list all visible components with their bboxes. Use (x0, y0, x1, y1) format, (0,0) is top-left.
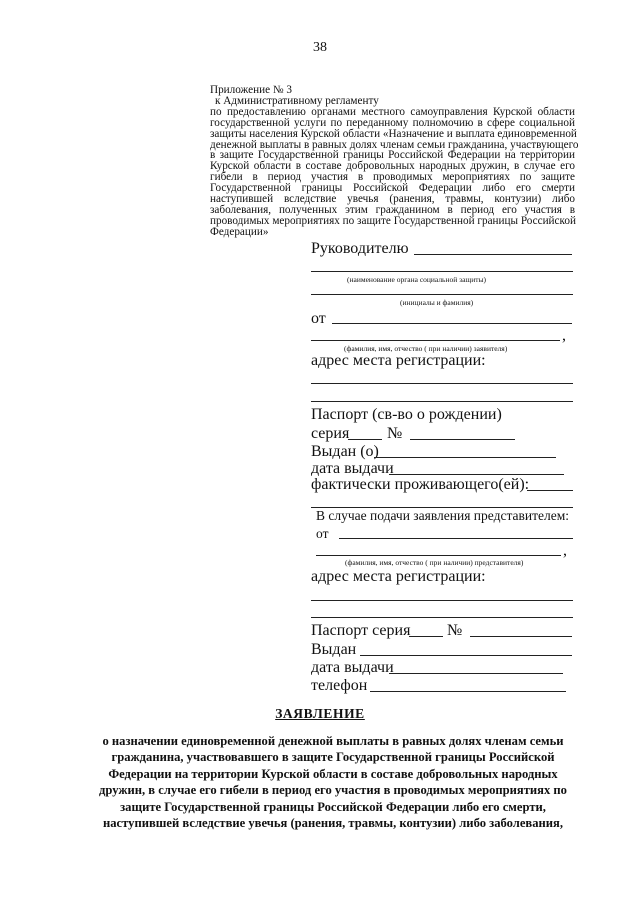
rep-number-fill-line[interactable] (470, 636, 572, 637)
number-fill-line[interactable] (410, 439, 515, 440)
appendix-line: наступившей вследствие увечья (ранения, травмы, контузии) либо (210, 193, 575, 206)
issue-date-fill-line[interactable] (389, 474, 564, 475)
page-number: 38 (313, 40, 327, 55)
org-caption: (наименование органа социальной защиты) (347, 275, 487, 284)
phone-fill-line[interactable] (370, 691, 566, 692)
head-label: Руководителю (311, 240, 409, 257)
org-fill-line[interactable] (311, 271, 573, 272)
issued-label: Выдан (о) (311, 443, 379, 460)
rep-comma: , (563, 542, 567, 559)
appendix-line: Приложение № 3 (210, 84, 292, 96)
statement-title: ЗАЯВЛЕНИЕ (275, 706, 365, 721)
appendix-line: денежной выплаты в равных долях членам семьи гражданина, участвующего (210, 138, 579, 151)
rep-address-fill-line-2[interactable] (311, 617, 573, 618)
appendix-line: заболевания, полученных этим гражданином в период его участия в (210, 203, 575, 216)
from-fill-line-2[interactable] (311, 340, 560, 341)
appendix-line: Курской области в составе добровольных народных дружин, в случае его (210, 160, 575, 173)
rep-issued-label: Выдан (311, 641, 357, 658)
appendix-line: к Административному регламенту (215, 94, 379, 107)
address-fill-line-2[interactable] (311, 401, 573, 402)
rep-caption: (фамилия, имя, отчество ( при наличии) представителя) (345, 558, 524, 567)
rep-address-fill-line[interactable] (311, 600, 573, 601)
issued-fill-line[interactable] (374, 457, 556, 458)
rep-passport-label: Паспорт серия (311, 622, 411, 639)
applicant-caption: (фамилия, имя, отчество ( при наличии) заявителя) (344, 344, 508, 353)
statement-line: наступившей вследствие увечья (ранения, травмы, контузии) либо заболевания, (103, 816, 563, 831)
from-fill-line[interactable] (332, 323, 572, 324)
appendix-line: гибели в период участия в проводимых мероприятиях по защите (210, 171, 575, 184)
residence-fill-line[interactable] (527, 490, 573, 491)
appendix-block (210, 84, 579, 238)
series-fill-line[interactable] (348, 439, 382, 440)
statement-line: гражданина, участвовавшего в защите Государственной границы Российской (111, 750, 555, 765)
head-fill-line[interactable] (414, 254, 572, 255)
initials-caption: (инициалы и фамилия) (400, 298, 474, 307)
address-label: адрес места регистрации: (311, 352, 486, 369)
series-label: серия (311, 425, 350, 442)
passport-label: Паспорт (св-во о рождении) (311, 406, 502, 423)
address-fill-line[interactable] (311, 383, 573, 384)
rep-issue-date-fill-line[interactable] (389, 673, 563, 674)
rep-from-fill-line[interactable] (339, 538, 573, 539)
rep-issue-date-label: дата выдачи (311, 659, 394, 676)
initials-fill-line[interactable] (311, 294, 573, 295)
rep-from-fill-line-2[interactable] (316, 555, 561, 556)
appendix-line: Государственной границы Российской Федерации либо его смерти (210, 182, 575, 195)
number-label: № (387, 425, 403, 442)
rep-issued-fill-line[interactable] (360, 655, 572, 656)
appendix-line: государственной услуги по переданному полномочию в сфере социальной (210, 116, 575, 129)
from-comma: , (562, 327, 566, 344)
appendix-line: по предоставлению органами местного самоуправления Курской области (210, 105, 575, 118)
issue-date-label: дата выдачи (311, 460, 394, 477)
appendix-line: проводимых мероприятиях по защите Государственной границы Российской (210, 214, 576, 227)
statement-body (88, 733, 578, 831)
appendix-line: в защите Государственной границы Российской Федерации на территории (210, 149, 575, 162)
rep-series-fill-line[interactable] (409, 636, 443, 637)
rep-heading: В случае подачи заявления представителем: (316, 508, 570, 523)
rep-number-label: № (447, 622, 463, 639)
phone-label: телефон (311, 677, 368, 694)
actual-residence-label: фактически проживающего(ей): (311, 476, 530, 493)
rep-address-label: адрес места регистрации: (311, 568, 486, 585)
statement-line: защите Государственной границы Российской Федерации либо его смерти, (120, 799, 546, 814)
statement-line: о назначении единовременной денежной выплаты в равных долях членам семьи (102, 734, 564, 748)
statement-line: дружин, в случае его гибели в период его участия в проводимых мероприятиях по (99, 783, 567, 798)
appendix-line: защиты населения Курской области «Назначение и выплата единовременной (210, 127, 577, 140)
rep-from-label: от (316, 526, 329, 541)
from-label: от (311, 310, 326, 327)
statement-line: Федерации на территории Курской области в составе добровольных народных (108, 766, 558, 781)
appendix-line: Федерации» (210, 225, 269, 238)
